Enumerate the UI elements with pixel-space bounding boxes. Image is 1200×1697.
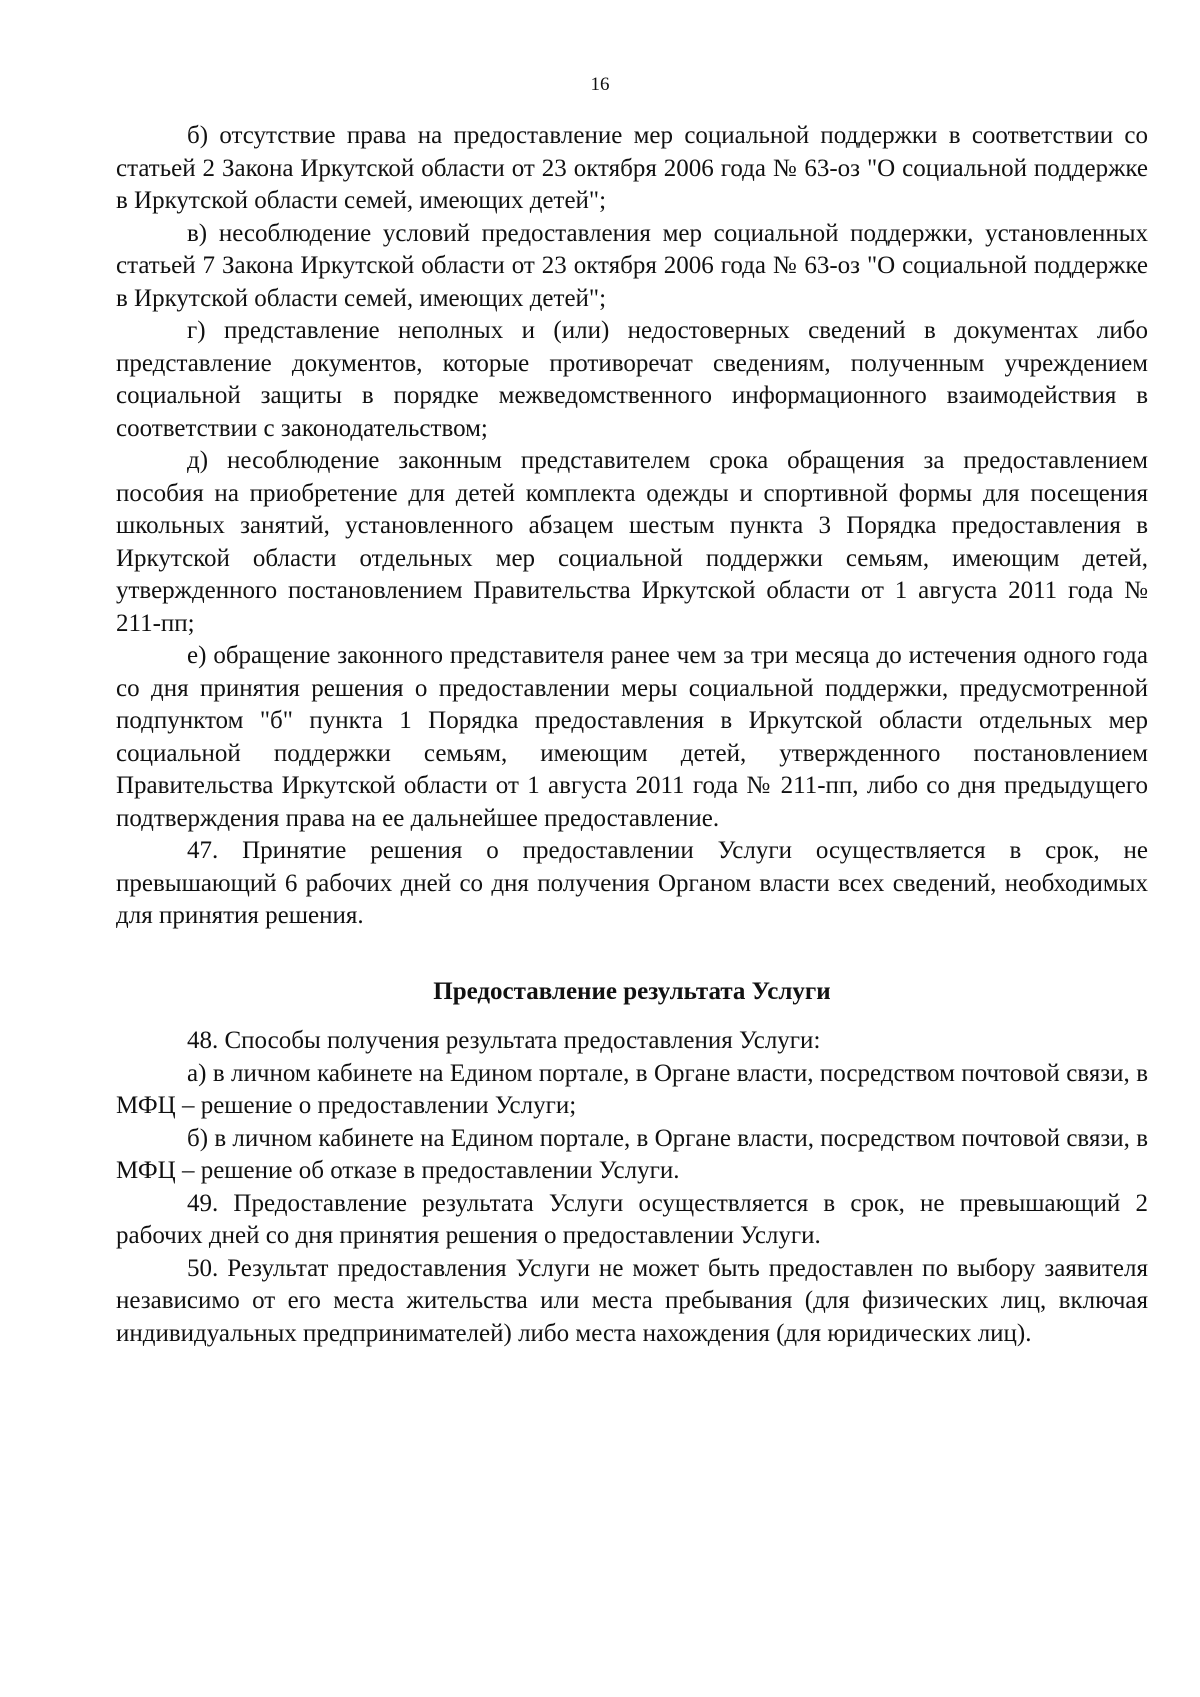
paragraph-item-g: г) представление неполных и (или) недостоверных сведений в документах либо представление документов, которые противоречат сведениям, полученным учреждением социальной защиты в порядке межведомственного информационного взаимодействия в соответствии с законодательством; [116, 317, 1148, 442]
paragraph-50: 50. Результат предоставления Услуги не может быть предоставлен по выбору заявителя независимо от его места жительства или места пребывания (для физических лиц, включая индивидуальных предпринимателей) либо места нахождения (для юридических лиц). [116, 1254, 1148, 1347]
paragraph-item-e: е) обращение законного представителя ранее чем за три месяца до истечения одного года со дня принятия решения о предоставлении меры социальной поддержки, предусмотренной подпунктом "б" пункта 1 Порядка предоставления в Иркутской области отдельных мер социальной поддержки семьям, имеющим детей, утвержденного постановлением Правительства Иркутской области от 1 августа 2011 года № 211-пп, либо со дня предыдущего подтверждения права на ее дальнейшее предоставление. [116, 642, 1148, 832]
paragraph-item-d: д) несоблюдение законным представителем срока обращения за предоставлением пособия на приобретение для детей комплекта одежды и спортивной формы для посещения школьных занятий, установленного абзацем шестым пункта 3 Порядка предоставления в Иркутской области отдельных мер социальной поддержки семьям, имеющим детей, утвержденного постановлением Правительства Иркутской области от 1 августа 2011 года № 211-пп; [116, 447, 1148, 637]
paragraph-48-b: б) в личном кабинете на Едином портале, в Органе власти, посредством почтовой связи, в МФЦ – решение об отказе в предоставлении Услуги. [116, 1124, 1148, 1184]
document-body [116, 120, 1148, 1350]
paragraph-47: 47. Принятие решения о предоставлении Услуги осуществляется в срок, не превышающий 6 рабочих дней со дня получения Органом власти всех сведений, необходимых для принятия решения. [116, 837, 1148, 929]
page-number: 16 [590, 74, 610, 95]
paragraph-48: 48. Способы получения результата предоставления Услуги: [187, 1027, 821, 1054]
paragraph-item-v: в) несоблюдение условий предоставления мер социальной поддержки, установленных статьей 7 Закона Иркутской области от 23 октября 2006 года № 63-оз "О социальной поддержке в Иркутской области семей, имеющих детей"; [116, 219, 1148, 312]
paragraph-49: 49. Предоставление результата Услуги осуществляется в срок, не превышающий 2 рабочих дней со дня принятия решения о предоставлении Услуги. [116, 1189, 1148, 1249]
section-heading: Предоставление результата Услуги [433, 977, 831, 1005]
paragraph-48-a: а) в личном кабинете на Едином портале, в Органе власти, посредством почтовой связи, в МФЦ – решение о предоставлении Услуги; [116, 1059, 1148, 1119]
paragraph-item-b: б) отсутствие права на предоставление мер социальной поддержки в соответствии со статьей 2 Закона Иркутской области от 23 октября 2006 года № 63-оз "О социальной поддержке в Иркутской области семей, имеющих детей"; [116, 122, 1148, 214]
